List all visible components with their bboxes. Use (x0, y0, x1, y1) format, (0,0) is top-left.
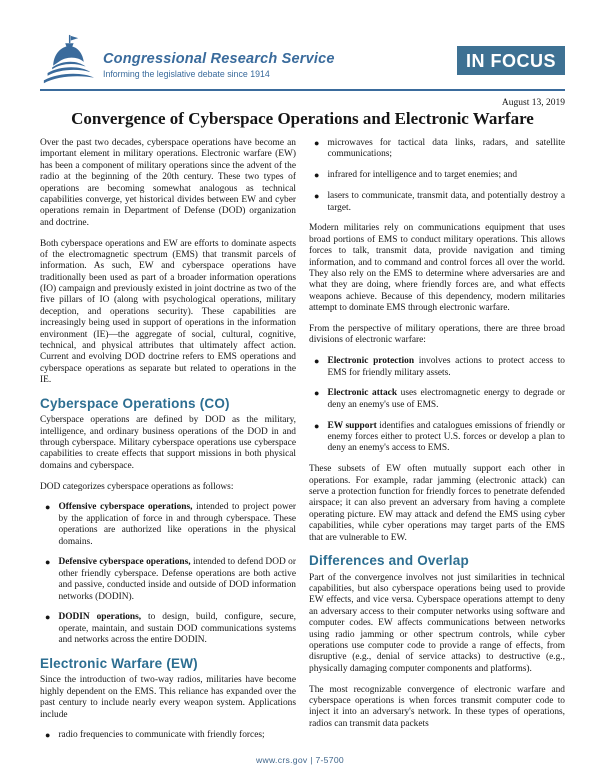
bullet-text: Electronic attack uses electromagnetic energy to degrade or deny an enemy's use of EMS. (327, 388, 565, 410)
bullet-item (40, 557, 296, 603)
report-title: Convergence of Cyberspace Operations and Electronic Warfare (71, 109, 534, 128)
org-tagline: Informing the legislative debate since 1914 (103, 69, 270, 79)
bullet-item (309, 356, 565, 379)
crs-wordmark (103, 41, 335, 79)
section-heading: Cyberspace Operations (CO) (40, 395, 230, 411)
bullet-text: DODIN operations, to design, build, configure, secure, operate, maintain, and sustain DOD communications systems and networks across the entire DODIN. (58, 612, 296, 646)
bullet-item (309, 388, 565, 411)
bullet-item (309, 170, 565, 181)
paragraph: Both cyberspace operations and EW are efforts to dominate aspects of the electromagnetic spectrum (EMS) that transmit parcels of information. As such, EW and cyberspace operations have traditionally been used as part of a broader information operations (IO) campaign and previously existed in joint doctrine as two of the five pillars of IO (along with psychological operations, military deception, and operations security). These capabilities are increasingly being used in support of operations in the information environment (IE)—the aggregate of social, cultural, cognitive, technical, and physical attributes that ultimately affect action. Current and evolving DOD doctrine refers to EMS operations and cyberspace operations as separate but related to operations in the IE. (40, 238, 296, 385)
bullet-text: Electronic protection involves actions to protect access to EMS for friendly military assets. (327, 356, 565, 378)
bullet-icon: ● (314, 138, 320, 148)
bullet-item (40, 612, 296, 646)
bullet-item (309, 191, 565, 214)
paragraph: Part of the convergence involves not just similarities in technical capabilities, but also cyberspace operations being used to provide EW effects, and vice versa. Cyberspace operations attempt to deny an adversary access to their computer networks using software and computer codes. EW affects communications between networks using radio jamming or other spectrum controls, while cyber operations use computer code to provide a range of effects, from disruptive (e.g., denial of service attacks) to destructive (e.g., physically damaging computer components and platforms). (309, 572, 565, 674)
capitol-dome-icon (40, 34, 96, 86)
bullet-text: Defensive cyberspace operations, intended to defend DOD or other friendly cyberspace. Defense operations are both active and passive, conducted inside and outside of DOD information networks (DODIN). (58, 557, 296, 602)
bullet-icon: ● (314, 356, 320, 367)
left-column (40, 138, 296, 751)
in-focus-badge: IN FOCUS (457, 46, 565, 75)
section-heading: Differences and Overlap (309, 553, 469, 569)
bullet-list (40, 502, 296, 646)
bullet-icon: ● (314, 191, 320, 202)
bullet-text: microwaves for tactical data links, radars, and satellite communications; (327, 138, 565, 160)
page-footer: www.crs.gov | 7-5700 (256, 755, 344, 765)
report-header (40, 34, 565, 86)
bullet-item (40, 730, 296, 741)
bullet-icon: ● (45, 612, 51, 623)
right-column (309, 138, 565, 751)
paragraph: From the perspective of military operations, there are three broad divisions of electronic warfare: (309, 323, 565, 346)
paragraph: The most recognizable convergence of electronic warfare and cyberspace operations is when forces transmit computer code to inject it into an adversary's network. In these types of operations, radios can transmit data packets (309, 684, 565, 729)
paragraph: DOD categorizes cyberspace operations as follows: (40, 481, 234, 492)
paragraph: These subsets of EW often mutually support each other in operations. For example, radar jamming (electronic attack) can serve a protection function for friendly forces to penetrate defended airspace; it can also prevent an adversary from having a complete operating picture. EW may attack and defend the EMS using cyber capabilities, while cyber operations may target parts of the EMS that are vulnerable to EW. (309, 464, 565, 543)
bullet-list (309, 356, 565, 455)
bullet-icon: ● (314, 170, 320, 181)
bullet-icon: ● (314, 420, 320, 431)
crs-logo (40, 34, 335, 86)
bullet-text: infrared for intelligence and to target enemies; and (327, 170, 518, 181)
bullet-text: lasers to communicate, transmit data, and potentially destroy a target. (327, 191, 565, 213)
bullet-text: radio frequencies to communicate with friendly forces; (58, 730, 265, 741)
bullet-list (309, 138, 565, 214)
bullet-icon: ● (45, 502, 51, 513)
org-name: Congressional Research Service (103, 51, 335, 67)
paragraph: Since the introduction of two-way radios, militaries have become highly dependent on the EMS. This reliance has expanded over the past century to include nearly every weapon system. Applications include (40, 675, 296, 720)
two-column-body (40, 138, 565, 751)
bullet-item (309, 138, 565, 161)
bullet-list (40, 730, 296, 741)
bullet-icon: ● (45, 557, 51, 568)
paragraph: Cyberspace operations are defined by DOD as the military, intelligence, and ordinary business operations of the DOD in and through cyberspace. Military cyberspace operations use cyberspace capabilities to create effects that support missions in both physical domains and cyberspace. (40, 415, 296, 471)
report-date: August 13, 2019 (501, 98, 565, 108)
bullet-icon: ● (314, 388, 320, 399)
bullet-item (40, 502, 296, 548)
section-heading: Electronic Warfare (EW) (40, 656, 198, 672)
header-divider (40, 89, 565, 91)
bullet-icon: ● (45, 730, 51, 741)
paragraph: Modern militaries rely on communications equipment that uses broad portions of EMS to conduct military operations. This allows forces to talk, transmit data, provide navigation and timing information, and to command and control forces all over the world. They also rely on the EMS to determine where adversaries are and what they are doing, where friendly forces are, and what effects weapons achieve. Because of this dependency, modern militaries attempt to dominate EMS through electronic warfare. (309, 223, 565, 313)
bullet-text: Offensive cyberspace operations, intended to project power by the application of force in and through cyberspace. These operations are authorized like operations in the physical domains. (58, 502, 296, 547)
paragraph: Over the past two decades, cyberspace operations have become an important element in military operations. Electronic warfare (EW) has been a component of military operations since the advent of the radio at the beginning of the 20th century. These two types of operations are becoming somewhat analogous as technical capabilities converge, yet historical divides between EW and cyber operations remain in Department of Defense (DOD) organization and doctrine. (40, 138, 296, 228)
bullet-text: EW support identifies and catalogues emissions of friendly or enemy forces either to protect U.S. forces or develop a plan to deny an enemy's access to EMS. (327, 420, 565, 454)
bullet-item (309, 421, 565, 455)
